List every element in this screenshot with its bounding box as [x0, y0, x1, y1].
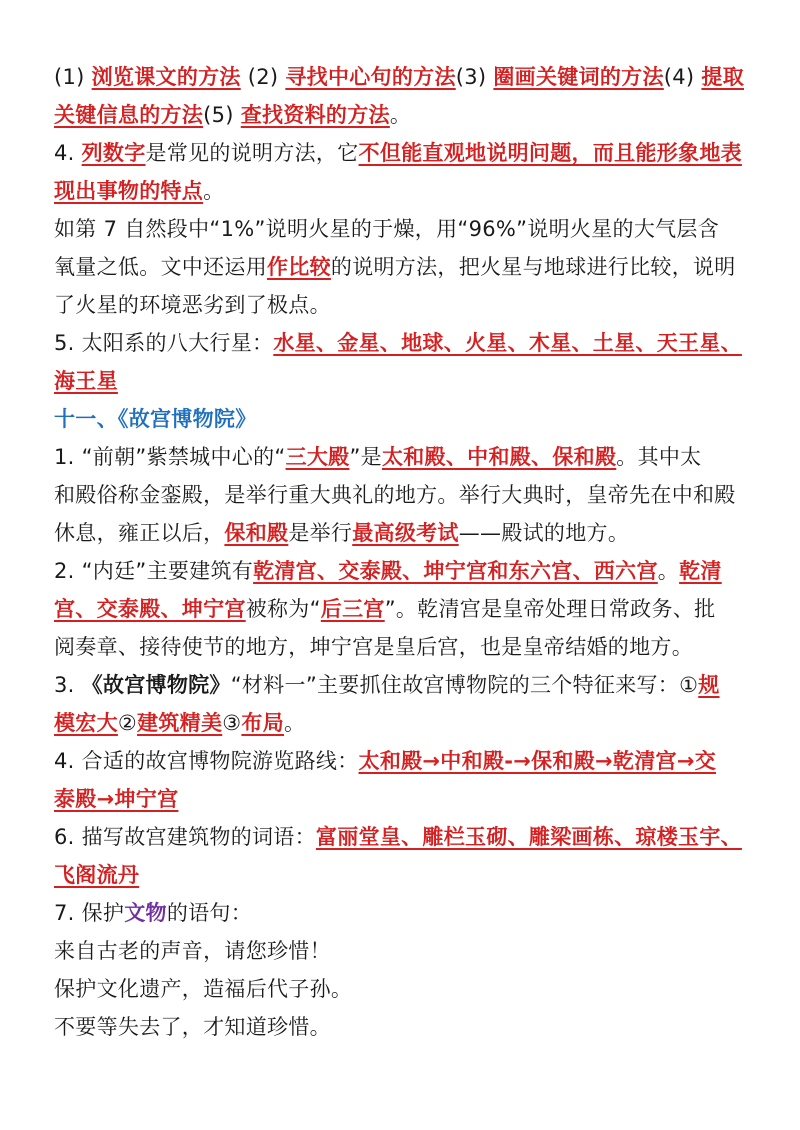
- text-line: [54, 286, 760, 324]
- text-run: 5. 太阳系的八大行星：: [54, 331, 274, 355]
- text-line: [54, 210, 760, 248]
- highlighted-text: 列数字: [81, 141, 146, 165]
- highlighted-text: 作比较: [267, 255, 331, 279]
- text-run: 和殿俗称金銮殿，是举行重大典礼的地方。举行大典时，皇帝先在中和殿: [54, 483, 736, 507]
- highlighted-text: 水星、金星、地球、火星、木星、土星、天王星、: [273, 331, 742, 355]
- text-run: 4. 合适的故宫博物院游览路线：: [54, 749, 359, 773]
- text-run: ②: [117, 711, 138, 735]
- emphasized-text: 文物: [124, 901, 167, 925]
- text-run: 阅奏章、接待使节的地方，坤宁宫是皇后宫，也是皇帝结婚的地方。: [54, 635, 693, 659]
- text-line: [54, 628, 760, 666]
- text-run: 1. “前朝”紫禁城中心的“: [54, 445, 286, 469]
- highlighted-text: 查找资料的方法: [240, 103, 390, 127]
- text-run: 6. 描写故宫建筑物的词语：: [54, 825, 316, 849]
- highlighted-text: 后三宫: [320, 597, 385, 621]
- text-run: ”是: [349, 445, 382, 469]
- highlighted-text: 圈画关键词的方法: [493, 65, 664, 89]
- highlighted-text: 泰殿→坤宁宫: [54, 787, 179, 811]
- text-line: [54, 248, 760, 286]
- text-run: 休息，雍正以后，: [54, 521, 225, 545]
- text-run: 的语句：: [166, 901, 253, 925]
- text-line: [54, 590, 760, 628]
- bold-text: 《故宫博物院》: [81, 673, 231, 697]
- text-run: 。其中太: [616, 445, 702, 469]
- text-run: “材料一”主要抓住故宫博物院的三个特征来写：①: [230, 673, 699, 697]
- highlighted-text: 最高级考试: [352, 521, 459, 545]
- highlighted-text: 乾清宫、交泰殿、坤宁宫和东六宫、西六宫: [253, 559, 658, 583]
- text-line: [54, 666, 760, 704]
- highlighted-text: 规: [698, 673, 720, 697]
- highlighted-text: 太和殿→中和殿-→保和殿→乾清宫→交: [358, 749, 717, 773]
- text-run: (4): [663, 65, 702, 89]
- highlighted-text: 寻找中心句的方法: [285, 65, 456, 89]
- text-line: [54, 894, 760, 932]
- text-line: [54, 476, 760, 514]
- text-line: [54, 172, 760, 210]
- highlighted-text: 三大殿: [285, 445, 350, 469]
- text-line: [54, 780, 760, 818]
- text-line: [54, 438, 760, 476]
- text-run: 2. “内廷”主要建筑有: [54, 559, 254, 583]
- text-run: (1): [54, 65, 92, 89]
- text-run: (3): [455, 65, 494, 89]
- highlighted-text: 不但能直观地说明问题，而且能形象地表: [358, 141, 742, 165]
- highlighted-text: 关键信息的方法: [54, 103, 204, 127]
- text-line: [54, 134, 760, 172]
- highlighted-text: 飞阁流丹: [54, 863, 140, 887]
- text-run: 不要等失去了，才知道珍惜。: [54, 1015, 331, 1039]
- text-run: 。: [657, 559, 680, 583]
- text-line: [54, 362, 760, 400]
- text-line: [54, 704, 760, 742]
- text-run: 7. 保护: [54, 901, 125, 925]
- highlighted-text: 模宏大: [54, 711, 118, 735]
- highlighted-text: 太和殿、中和殿、保和殿: [381, 445, 617, 469]
- highlighted-text: 乾清: [679, 559, 722, 583]
- text-run: 4.: [54, 141, 82, 165]
- section-heading: 十一、《故宫博物院》: [54, 407, 257, 431]
- text-run: 。: [389, 103, 412, 127]
- text-run: 。: [203, 179, 225, 203]
- text-run: ”。乾清宫是皇帝处理日常政务、批: [384, 597, 716, 621]
- highlighted-text: 宫、交泰殿、坤宁宫: [54, 597, 246, 621]
- text-run: ——殿试的地方。: [458, 521, 630, 545]
- text-line: [54, 514, 760, 552]
- highlighted-text: 现出事物的特点: [54, 179, 204, 203]
- text-run: 氧量之低。文中还运用: [54, 255, 267, 279]
- text-run: 保护文化遗产，造福后代子孙。: [54, 977, 353, 1001]
- highlighted-text: 富丽堂皇、雕栏玉砌、雕梁画栋、琼楼玉宇、: [315, 825, 742, 849]
- text-line: [54, 1008, 760, 1046]
- text-run: ③: [222, 711, 242, 735]
- text-run: 如第 7 自然段中“1%”说明火星的于燥，用“96%”说明火星的大气层含: [54, 217, 720, 241]
- text-line: [54, 932, 760, 970]
- text-run: (2): [240, 65, 286, 89]
- text-run: (5): [203, 103, 241, 127]
- text-run: 是常见的说明方法，它: [145, 141, 359, 165]
- text-line: [54, 856, 760, 894]
- text-line: [54, 742, 760, 780]
- text-line: [54, 400, 760, 438]
- highlighted-text: 建筑精美: [137, 711, 223, 735]
- text-line: [54, 96, 760, 134]
- highlighted-text: 浏览课文的方法: [91, 65, 241, 89]
- highlighted-text: 布局: [241, 711, 284, 735]
- text-run: 被称为“: [245, 597, 321, 621]
- text-run: 了火星的环境恶劣到了极点。: [54, 293, 331, 317]
- highlighted-text: 保和殿: [224, 521, 289, 545]
- highlighted-text: 提取: [701, 65, 745, 89]
- text-run: 是举行: [288, 521, 353, 545]
- text-line: [54, 970, 760, 1008]
- text-line: [54, 552, 760, 590]
- text-line: [54, 324, 760, 362]
- text-run: 3.: [54, 673, 82, 697]
- text-line: [54, 58, 760, 96]
- text-run: 。: [284, 711, 306, 735]
- text-run: 的说明方法，把火星与地球进行比较，说明: [330, 255, 736, 279]
- highlighted-text: 海王星: [54, 369, 118, 393]
- text-line: [54, 818, 760, 856]
- text-run: 来自古老的声音，请您珍惜！: [54, 939, 331, 963]
